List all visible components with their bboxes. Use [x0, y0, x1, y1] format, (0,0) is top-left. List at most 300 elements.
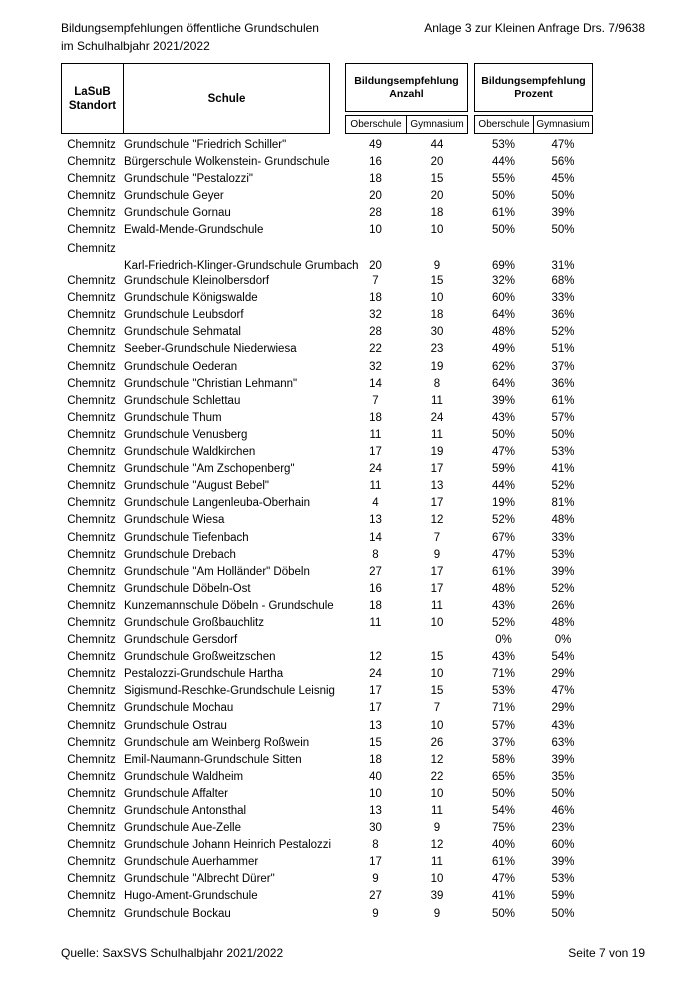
standort-cell: Chemnitz: [67, 480, 116, 493]
prozent-gymnasium-cell: 53%: [551, 548, 575, 561]
prozent-oberschule-cell: 55%: [491, 172, 516, 185]
anzahl-gymnasium-cell: 15: [430, 172, 444, 185]
anzahl-gymnasium-cell: 10: [430, 292, 444, 305]
table-row: [61, 273, 593, 290]
table-row: [61, 375, 593, 392]
page-footer: [61, 946, 645, 960]
schule-cell: Hugo-Ament-Grundschule: [124, 890, 258, 903]
table-header-left-box: [61, 63, 330, 134]
anzahl-gymnasium-cell: 23: [430, 343, 444, 356]
column-group-anzahl: [345, 63, 468, 112]
anzahl-gymnasium-cell: 10: [430, 668, 444, 681]
prozent-gymnasium-cell: 68%: [551, 275, 575, 288]
prozent-gymnasium-cell: 29%: [551, 668, 575, 681]
standort-cell: Chemnitz: [67, 514, 116, 527]
prozent-gymnasium-cell: 36%: [551, 377, 575, 390]
anzahl-oberschule-cell: 4: [372, 497, 379, 510]
document-title: [61, 19, 319, 55]
subheader-anzahl-gymnasium: Gymnasium: [410, 119, 464, 130]
anzahl-oberschule-cell: 24: [369, 668, 382, 681]
standort-cell: Chemnitz: [67, 873, 116, 886]
anzahl-oberschule-cell: 11: [369, 616, 382, 629]
anzahl-oberschule-cell: 24: [369, 463, 382, 476]
table-row: [61, 341, 593, 358]
anzahl-gymnasium-cell: 12: [430, 753, 444, 766]
footer-page-number: Seite 7 von 19: [568, 946, 645, 960]
prozent-gymnasium-cell: 36%: [551, 309, 575, 322]
anzahl-gymnasium-cell: 30: [430, 326, 444, 339]
anzahl-oberschule-cell: 17: [369, 685, 382, 698]
anzahl-gymnasium-cell: 7: [433, 702, 441, 715]
schule-cell: Grundschule "Friedrich Schiller": [124, 138, 287, 151]
prozent-oberschule-cell: 64%: [491, 377, 516, 390]
table-row: [61, 444, 593, 461]
prozent-oberschule-cell: 48%: [491, 326, 516, 339]
anzahl-gymnasium-cell: 15: [430, 651, 444, 664]
table-row: [61, 153, 593, 170]
prozent-oberschule-cell: 44%: [491, 155, 516, 168]
anzahl-gymnasium-cell: 11: [431, 394, 443, 407]
schule-cell: Grundschule Döbeln-Ost: [124, 582, 251, 595]
prozent-oberschule-cell: 52%: [491, 616, 516, 629]
prozent-oberschule-cell: 52%: [491, 514, 516, 527]
schule-cell: Grundschule Langenleuba-Oberhain: [124, 497, 311, 510]
anzahl-gymnasium-cell: 15: [430, 685, 444, 698]
anzahl-gymnasium-cell: 9: [433, 548, 441, 561]
anzahl-gymnasium-cell: 20: [430, 189, 444, 202]
schule-cell: Grundschule Gersdorf: [124, 634, 238, 647]
prozent-oberschule-cell: 19%: [491, 497, 516, 510]
anzahl-oberschule-cell: 11: [369, 428, 382, 441]
anzahl-gymnasium-cell: 12: [430, 839, 444, 852]
anzahl-gymnasium-cell: 13: [430, 480, 444, 493]
prozent-oberschule-cell: 54%: [491, 805, 516, 818]
anzahl-gymnasium-cell: 18: [430, 206, 444, 219]
schule-cell: Grundschule Schlettau: [124, 394, 241, 407]
document-title-line1: Bildungsempfehlungen öffentliche Grundschulen: [61, 21, 319, 35]
anzahl-group-line1: Bildungsempfehlung: [354, 74, 459, 87]
standort-cell: Chemnitz: [67, 822, 116, 835]
prozent-oberschule-cell: 61%: [491, 565, 516, 578]
prozent-gymnasium-cell: 52%: [551, 326, 575, 339]
column-header-standort: [62, 64, 124, 133]
anzahl-gymnasium-cell: 10: [430, 616, 444, 629]
prozent-oberschule-cell: 71%: [491, 702, 516, 715]
document-title-line2: im Schulhalbjahr 2021/2022: [61, 39, 210, 53]
anzahl-gymnasium-cell: 17: [430, 497, 444, 510]
anzahl-gymnasium-cell: 15: [430, 275, 444, 288]
column-header-schule: Schule: [207, 92, 246, 105]
anzahl-oberschule-cell: 18: [369, 753, 382, 766]
anzahl-oberschule-cell: 17: [369, 856, 382, 869]
prozent-oberschule-cell: 59%: [491, 463, 516, 476]
standort-cell: Chemnitz: [67, 531, 116, 544]
prozent-gymnasium-cell: 23%: [551, 822, 575, 835]
prozent-oberschule-cell: 40%: [491, 839, 516, 852]
standort-cell: Chemnitz: [67, 242, 116, 255]
standort-cell: Chemnitz: [67, 753, 116, 766]
schule-cell: Grundschule "Am Holländer" Döbeln: [124, 565, 310, 578]
table-row: [61, 409, 593, 426]
table-row: [61, 324, 593, 341]
anzahl-oberschule-cell: 9: [372, 907, 379, 920]
anzahl-oberschule-cell: 14: [369, 531, 382, 544]
prozent-oberschule-cell: 50%: [491, 787, 516, 800]
table-row: [61, 512, 593, 529]
prozent-gymnasium-cell: 47%: [551, 685, 575, 698]
table-row: [61, 683, 593, 700]
prozent-oberschule-cell: 44%: [491, 480, 516, 493]
standort-cell: Chemnitz: [67, 292, 116, 305]
anzahl-oberschule-cell: 7: [372, 275, 379, 288]
table-row: [61, 597, 593, 614]
schule-cell: Grundschule Aue-Zelle: [124, 822, 241, 835]
table-row: [61, 614, 593, 631]
anzahl-oberschule-cell: 40: [369, 770, 382, 783]
table-row: [61, 239, 593, 273]
schule-cell: Pestalozzi-Grundschule Hartha: [124, 668, 284, 681]
prozent-oberschule-cell: 50%: [491, 428, 516, 441]
anzahl-gymnasium-cell: 17: [430, 463, 444, 476]
table-row: [61, 905, 593, 922]
anzahl-gymnasium-cell: 39: [430, 890, 444, 903]
schule-cell: Grundschule Auerhammer: [124, 856, 259, 869]
standort-cell: Chemnitz: [67, 224, 116, 237]
anzahl-oberschule-cell: 18: [369, 292, 382, 305]
table-row: [61, 820, 593, 837]
standort-header-line2: Standort: [68, 99, 117, 112]
prozent-oberschule-cell: 75%: [491, 822, 516, 835]
prozent-oberschule-cell: 43%: [491, 651, 516, 664]
prozent-gymnasium-cell: 47%: [551, 138, 575, 151]
schule-cell: Grundschule Waldheim: [124, 770, 244, 783]
standort-cell: Chemnitz: [67, 172, 116, 185]
standort-cell: Chemnitz: [67, 702, 116, 715]
schule-cell: Grundschule "Albrecht Dürer": [124, 873, 275, 886]
schule-cell: Emil-Naumann-Grundschule Sitten: [124, 753, 302, 766]
anzahl-oberschule-cell: 10: [369, 224, 382, 237]
prozent-gymnasium-cell: 50%: [551, 787, 575, 800]
anzahl-oberschule-cell: 12: [369, 651, 382, 664]
prozent-gymnasium-cell: 26%: [551, 599, 575, 612]
table-row: [61, 392, 593, 409]
anzahl-gymnasium-cell: 11: [431, 599, 443, 612]
schule-cell: Grundschule Sehmatal: [124, 326, 241, 339]
standort-cell: Chemnitz: [67, 890, 116, 903]
prozent-oberschule-cell: 62%: [491, 360, 516, 373]
schule-cell: Grundschule Venusberg: [124, 428, 248, 441]
table-row: [61, 187, 593, 204]
prozent-gymnasium-cell: 39%: [551, 753, 575, 766]
prozent-gymnasium-cell: 35%: [551, 770, 575, 783]
prozent-oberschule-cell: 47%: [491, 873, 516, 886]
prozent-oberschule-cell: 67%: [491, 531, 516, 544]
prozent-gymnasium-cell: 29%: [551, 702, 575, 715]
anzahl-oberschule-cell: 10: [369, 787, 382, 800]
subheader-anzahl-oberschule: Oberschule: [346, 116, 407, 133]
anzahl-oberschule-cell: 17: [369, 446, 382, 459]
schule-cell: Grundschule Großweitzschen: [124, 651, 276, 664]
anzahl-gymnasium-cell: 11: [431, 856, 443, 869]
prozent-gymnasium-cell: 52%: [551, 582, 575, 595]
table-row: [61, 170, 593, 187]
standort-header-line1: LaSuB: [74, 85, 111, 98]
schule-cell: Grundschule Geyer: [124, 189, 224, 202]
table-row: [61, 546, 593, 563]
standort-cell: Chemnitz: [67, 616, 116, 629]
anzahl-gymnasium-cell: 44: [430, 138, 444, 151]
schule-cell: Grundschule Antonsthal: [124, 805, 247, 818]
schule-cell: Grundschule Leubsdorf: [124, 309, 244, 322]
prozent-gymnasium-cell: 33%: [551, 292, 575, 305]
anzahl-group-line2: Anzahl: [389, 87, 424, 100]
prozent-gymnasium-cell: 60%: [551, 839, 575, 852]
prozent-gymnasium-cell: 61%: [551, 394, 575, 407]
anzahl-gymnasium-cell: 22: [430, 770, 444, 783]
prozent-oberschule-cell: 39%: [491, 394, 516, 407]
prozent-gymnasium-cell: 48%: [551, 616, 575, 629]
prozent-gymnasium-cell: 50%: [551, 224, 575, 237]
schule-cell: Grundschule Thum: [124, 411, 222, 424]
schule-cell: Grundschule Waldkirchen: [124, 446, 256, 459]
anzahl-oberschule-cell: 20: [369, 259, 382, 272]
schule-cell: Grundschule am Weinberg Roßwein: [124, 736, 310, 749]
prozent-gymnasium-cell: 37%: [551, 360, 575, 373]
anzahl-oberschule-cell: 18: [369, 172, 382, 185]
subheader-prozent-oberschule: Oberschule: [475, 116, 534, 133]
schule-cell: Grundschule Tiefenbach: [124, 531, 249, 544]
anzahl-oberschule-cell: 49: [369, 138, 382, 151]
prozent-oberschule-cell: 43%: [491, 599, 516, 612]
anzahl-oberschule-cell: 16: [369, 155, 382, 168]
prozent-oberschule-cell: 47%: [491, 446, 516, 459]
prozent-gymnasium-cell: 51%: [551, 343, 575, 356]
table-row: [61, 358, 593, 375]
prozent-gymnasium-cell: 53%: [551, 873, 575, 886]
prozent-gymnasium-cell: 43%: [551, 719, 575, 732]
schule-cell: Grundschule "Am Zschopenberg": [124, 463, 295, 476]
table-row: [61, 529, 593, 546]
standort-cell: Chemnitz: [67, 565, 116, 578]
prozent-oberschule-cell: 60%: [491, 292, 516, 305]
table-row: [61, 666, 593, 683]
schule-cell: Grundschule Johann Heinrich Pestalozzi: [124, 839, 332, 852]
standort-cell: Chemnitz: [67, 582, 116, 595]
table-row: [61, 717, 593, 734]
table-row: [61, 649, 593, 666]
prozent-gymnasium-cell: 39%: [551, 565, 575, 578]
anzahl-gymnasium-cell: 9: [433, 822, 441, 835]
table-row: [61, 837, 593, 854]
standort-cell: Chemnitz: [67, 275, 116, 288]
schule-cell: Kunzemannschule Döbeln - Grundschule: [124, 599, 334, 612]
anzahl-gymnasium-cell: 17: [430, 565, 444, 578]
anzahl-oberschule-cell: 13: [369, 719, 382, 732]
anzahl-oberschule-cell: 27: [369, 890, 382, 903]
anzahl-oberschule-cell: 16: [369, 582, 382, 595]
standort-cell: Chemnitz: [67, 805, 116, 818]
column-group-prozent: [474, 63, 593, 112]
anzahl-gymnasium-cell: 10: [430, 873, 444, 886]
standort-cell: Chemnitz: [67, 377, 116, 390]
standort-cell: Chemnitz: [67, 446, 116, 459]
anzahl-oberschule-cell: 8: [372, 548, 379, 561]
table-row: [61, 768, 593, 785]
prozent-gymnasium-cell: 50%: [551, 189, 575, 202]
schule-cell: Grundschule Wiesa: [124, 514, 225, 527]
anzahl-oberschule-cell: 13: [369, 805, 382, 818]
standort-cell: Chemnitz: [67, 548, 116, 561]
schule-cell: Seeber-Grundschule Niederwiesa: [124, 343, 297, 356]
anzahl-oberschule-cell: 28: [369, 326, 382, 339]
prozent-gymnasium-cell: 57%: [551, 411, 575, 424]
standort-cell: Chemnitz: [67, 189, 116, 202]
schule-cell: Sigismund-Reschke-Grundschule Leisnig: [124, 685, 335, 698]
prozent-gymnasium-cell: 46%: [551, 805, 575, 818]
standort-cell: Chemnitz: [67, 634, 116, 647]
subheader-anzahl: [345, 115, 468, 134]
anzahl-oberschule-cell: 20: [369, 189, 382, 202]
schule-cell: Grundschule Ostrau: [124, 719, 227, 732]
annex-reference: Anlage 3 zur Kleinen Anfrage Drs. 7/9638: [424, 21, 645, 35]
prozent-oberschule-cell: 57%: [491, 719, 516, 732]
anzahl-oberschule-cell: 17: [369, 702, 382, 715]
standort-cell: Chemnitz: [67, 736, 116, 749]
anzahl-gymnasium-cell: 9: [433, 259, 441, 272]
prozent-oberschule-cell: 50%: [491, 189, 516, 202]
table-row: [61, 221, 593, 238]
prozent-oberschule-cell: 61%: [491, 206, 516, 219]
prozent-oberschule-cell: 53%: [491, 138, 516, 151]
prozent-oberschule-cell: 64%: [491, 309, 516, 322]
standort-cell: Chemnitz: [67, 411, 116, 424]
table-row: [61, 563, 593, 580]
standort-cell: Chemnitz: [67, 309, 116, 322]
anzahl-oberschule-cell: 18: [369, 411, 382, 424]
schule-cell: Grundschule "Pestalozzi": [124, 172, 253, 185]
prozent-gymnasium-cell: 45%: [551, 172, 575, 185]
standort-cell: Chemnitz: [67, 463, 116, 476]
prozent-gymnasium-cell: 33%: [551, 531, 575, 544]
table-row: [61, 802, 593, 819]
prozent-oberschule-cell: 50%: [491, 224, 516, 237]
prozent-gymnasium-cell: 59%: [551, 890, 575, 903]
anzahl-gymnasium-cell: 7: [433, 531, 441, 544]
anzahl-gymnasium-cell: 17: [430, 582, 444, 595]
schule-cell: Grundschule "August Bebel": [124, 480, 269, 493]
table-row: [61, 290, 593, 307]
schule-cell: Grundschule Bockau: [124, 907, 231, 920]
standort-cell: Chemnitz: [67, 651, 116, 664]
prozent-oberschule-cell: 41%: [491, 890, 516, 903]
schule-cell: Grundschule Kleinolbersdorf: [124, 275, 270, 288]
anzahl-gymnasium-cell: 11: [431, 805, 443, 818]
table-row: [61, 136, 593, 153]
anzahl-oberschule-cell: 9: [372, 873, 379, 886]
anzahl-gymnasium-cell: 10: [430, 787, 444, 800]
table-row: [61, 307, 593, 324]
table-row: [61, 854, 593, 871]
table-row: [61, 204, 593, 221]
prozent-oberschule-cell: 65%: [491, 770, 516, 783]
prozent-oberschule-cell: 71%: [491, 668, 516, 681]
table-row: [61, 580, 593, 597]
prozent-gymnasium-cell: 53%: [551, 446, 575, 459]
table-row: [61, 478, 593, 495]
prozent-oberschule-cell: 0%: [495, 634, 512, 647]
table-row: [61, 785, 593, 802]
schule-cell: Grundschule "Christian Lehmann": [124, 377, 298, 390]
standort-cell: Chemnitz: [67, 206, 116, 219]
anzahl-gymnasium-cell: 8: [433, 377, 441, 390]
schule-cell: Ewald-Mende-Grundschule: [124, 224, 264, 237]
prozent-oberschule-cell: 48%: [491, 582, 516, 595]
standort-cell: Chemnitz: [67, 497, 116, 510]
schule-cell: Grundschule Königswalde: [124, 292, 258, 305]
schule-cell: Grundschule Affalter: [124, 787, 228, 800]
prozent-oberschule-cell: 49%: [491, 343, 516, 356]
table-row: [61, 495, 593, 512]
table-row: [61, 632, 593, 649]
schule-cell: Grundschule Oederan: [124, 360, 238, 373]
anzahl-oberschule-cell: 32: [369, 309, 382, 322]
table-row: [61, 751, 593, 768]
prozent-oberschule-cell: 37%: [491, 736, 516, 749]
anzahl-gymnasium-cell: 10: [430, 224, 444, 237]
anzahl-oberschule-cell: 22: [369, 343, 382, 356]
schule-cell: Grundschule Gornau: [124, 206, 231, 219]
schule-cell: Grundschule Mochau: [124, 702, 234, 715]
prozent-group-line2: Prozent: [514, 87, 553, 100]
anzahl-gymnasium-cell: 18: [430, 309, 444, 322]
anzahl-gymnasium-cell: 26: [430, 736, 444, 749]
anzahl-gymnasium-cell: 11: [431, 428, 443, 441]
standort-cell: Chemnitz: [67, 343, 116, 356]
prozent-gymnasium-cell: 31%: [551, 259, 575, 272]
standort-cell: Chemnitz: [67, 599, 116, 612]
subheader-prozent-gymnasium: Gymnasium: [536, 119, 590, 130]
anzahl-oberschule-cell: 13: [369, 514, 382, 527]
anzahl-oberschule-cell: 11: [369, 480, 382, 493]
anzahl-gymnasium-cell: 10: [430, 719, 444, 732]
table-row: [61, 461, 593, 478]
prozent-gymnasium-cell: 56%: [551, 155, 575, 168]
table-row: [61, 871, 593, 888]
prozent-gymnasium-cell: 81%: [551, 497, 575, 510]
anzahl-oberschule-cell: 30: [369, 822, 382, 835]
standort-cell: Chemnitz: [67, 155, 116, 168]
prozent-gymnasium-cell: 50%: [551, 428, 575, 441]
prozent-gymnasium-cell: 52%: [551, 480, 575, 493]
anzahl-oberschule-cell: 14: [369, 377, 382, 390]
anzahl-oberschule-cell: 18: [369, 599, 382, 612]
prozent-gymnasium-cell: 39%: [551, 856, 575, 869]
standort-cell: Chemnitz: [67, 907, 116, 920]
standort-cell: Chemnitz: [67, 668, 116, 681]
anzahl-gymnasium-cell: 9: [433, 907, 441, 920]
standort-cell: Chemnitz: [67, 787, 116, 800]
anzahl-oberschule-cell: 8: [372, 839, 379, 852]
anzahl-gymnasium-cell: 24: [430, 411, 444, 424]
standort-cell: Chemnitz: [67, 856, 116, 869]
anzahl-oberschule-cell: 32: [369, 360, 382, 373]
prozent-oberschule-cell: 53%: [491, 685, 516, 698]
footer-source: Quelle: SaxSVS Schulhalbjahr 2021/2022: [61, 946, 284, 960]
standort-cell: Chemnitz: [67, 770, 116, 783]
prozent-oberschule-cell: 69%: [491, 259, 516, 272]
prozent-group-line1: Bildungsempfehlung: [481, 74, 586, 87]
prozent-gymnasium-cell: 39%: [551, 206, 575, 219]
